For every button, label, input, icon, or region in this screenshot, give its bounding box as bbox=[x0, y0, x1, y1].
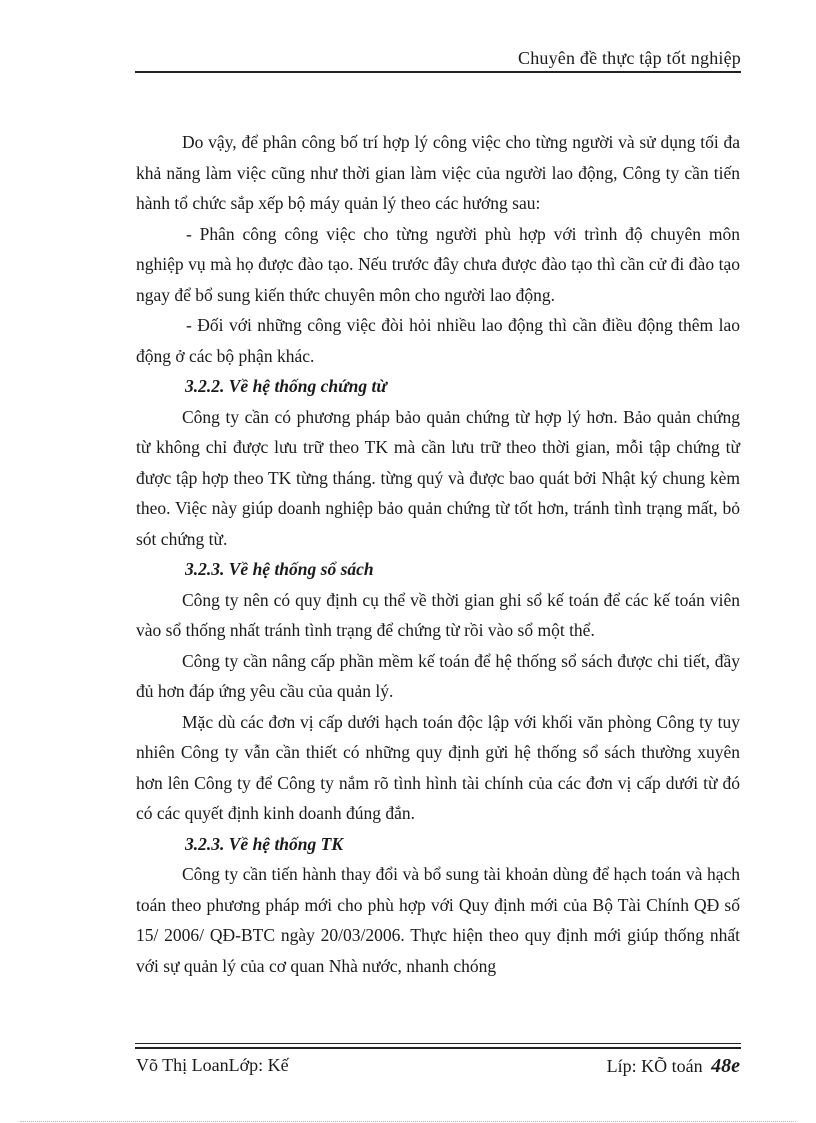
paragraph-books-3: Mặc dù các đơn vị cấp dưới hạch toán độc lập với khối văn phòng Công ty tuy nhiên Công ty vẫn cần thiết có những quy định gửi hệ thống sổ sách thường xuyên hơn lên Công ty để Công ty nắm rõ tình hình tài chính của các đơn vị cấp dưới từ đó có các quyết định kinh doanh đúng đắn. bbox=[136, 711, 740, 823]
section-heading-3-2-3-books: 3.2.3. Về hệ thống sổ sách bbox=[185, 559, 374, 579]
page-number: 48e bbox=[711, 1055, 740, 1077]
bullet-item-2: - Đối với những công việc đòi hỏi nhiều lao động thì cần điều động thêm lao động ở các bộ phận khác. bbox=[136, 315, 740, 366]
page-header-title: Chuyên đề thực tập tốt nghiệp bbox=[517, 48, 741, 68]
paragraph-books-2: Công ty cần nâng cấp phần mềm kế toán để hệ thống sổ sách được chi tiết, đầy đủ hơn đáp ứng yêu cầu của quản lý. bbox=[136, 650, 740, 701]
document-body bbox=[136, 127, 740, 981]
section-heading-3-2-2: 3.2.2. Về hệ thống chứng từ bbox=[185, 376, 387, 396]
footer-rule bbox=[135, 1043, 741, 1044]
page-bottom-border bbox=[20, 1121, 796, 1122]
footer-author: Võ Thị LoanLớp: Kế bbox=[136, 1055, 289, 1075]
paragraph-vouchers: Công ty cần có phương pháp bảo quản chứng từ hợp lý hơn. Bảo quản chứng từ không chỉ được lưu trữ theo TK mà cần lưu trữ theo thời gian, mỗi tập chứng từ được tập hợp theo TK từng tháng. từng quý và được bao quát bởi Nhật ký chung kèm theo. Việc này giúp doanh nghiệp bảo quản chứng từ tốt hơn, tránh tình trạng mất, bỏ sót chứng từ. bbox=[136, 406, 740, 549]
footer-rule-thick bbox=[135, 1047, 741, 1049]
bullet-item-1: - Phân công công việc cho từng người phù hợp với trình độ chuyên môn nghiệp vụ mà họ được đào tạo. Nếu trước đây chưa được đào tạo thì cần cử đi đào tạo ngay để bổ sung kiến thức chuyên môn cho người lao động. bbox=[136, 223, 740, 305]
footer-class-label: Líp: KÕ toán bbox=[606, 1056, 703, 1076]
paragraph-accounts: Công ty cần tiến hành thay đổi và bổ sung tài khoản dùng để hạch toán và hạch toán theo phương pháp mới cho phù hợp với Quy định mới của Bộ Tài Chính QĐ số 15/ 2006/ QĐ-BTC ngày 20/03/2006. Thực hiện theo quy định mới giúp thống nhất với sự quản lý của cơ quan Nhà nước, nhanh chóng bbox=[136, 864, 740, 976]
paragraph-books-1: Công ty nên có quy định cụ thể về thời gian ghi sổ kế toán để các kế toán viên vào sổ thống nhất tránh tình trạng để chứng từ rồi vào sổ một thể. bbox=[136, 589, 740, 640]
section-heading-3-2-3-accounts: 3.2.3. Về hệ thống TK bbox=[185, 833, 344, 854]
header-rule bbox=[135, 71, 741, 73]
paragraph-intro: Do vậy, để phân công bố trí hợp lý công việc cho từng người và sử dụng tối đa khả năng làm việc cũng như thời gian làm việc của người lao động, Công ty cần tiến hành tổ chức sắp xếp bộ máy quản lý theo các hướng sau: bbox=[136, 132, 740, 213]
footer-class bbox=[607, 1055, 740, 1078]
